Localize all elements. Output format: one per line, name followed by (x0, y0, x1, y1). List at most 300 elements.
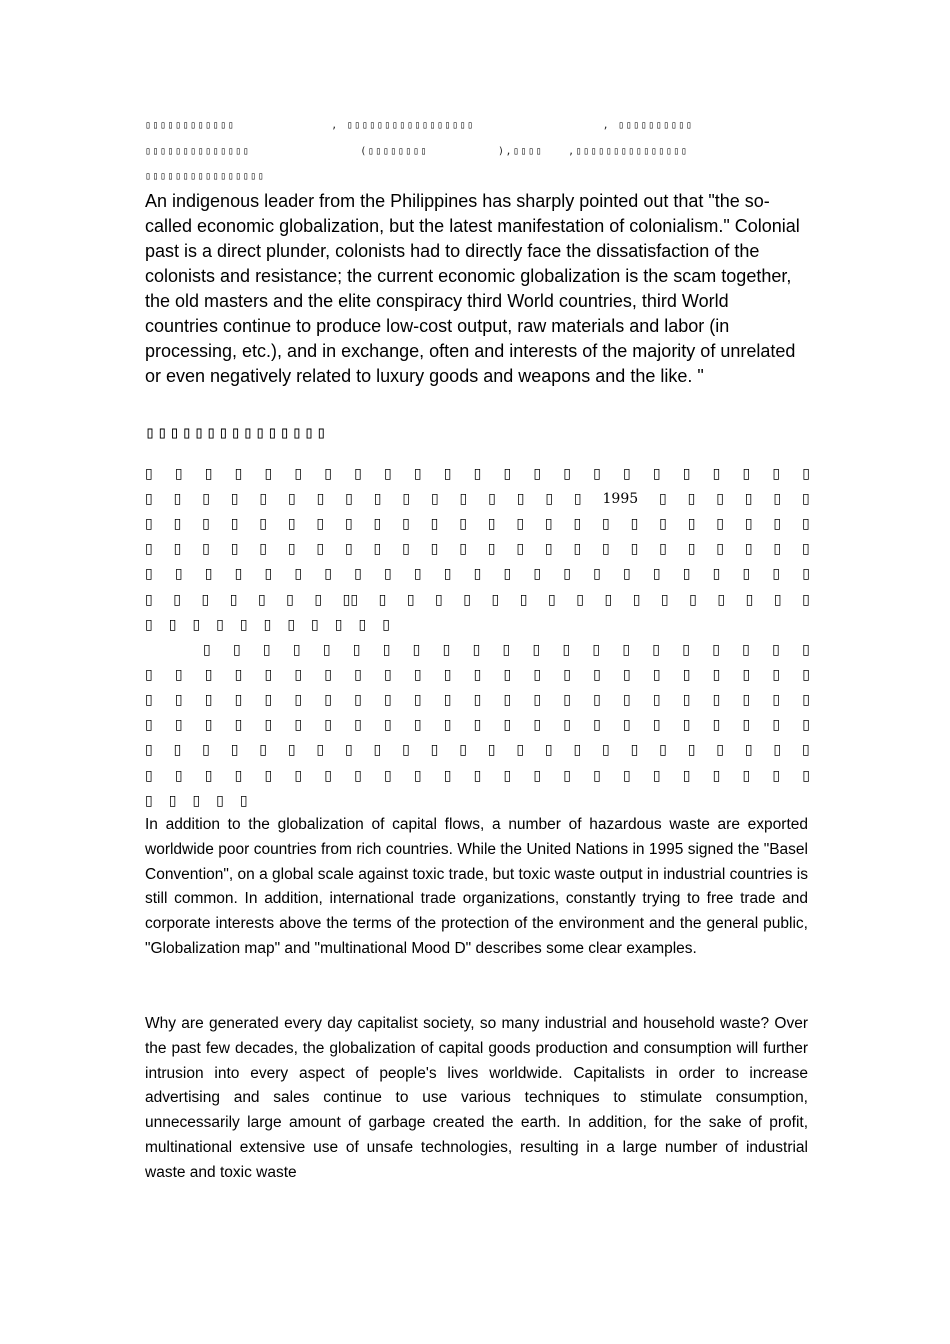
glyph: ▯ (373, 541, 382, 558)
garbled-line-3: ▯▯▯▯▯▯▯▯▯▯▯▯▯▯▯▯ (145, 171, 266, 182)
glyph: ▯ (682, 767, 691, 784)
glyph: ▯ (503, 667, 512, 684)
glyph: ▯ (292, 642, 301, 658)
glyph: ▯ (472, 642, 481, 658)
glyph: ▯ (742, 692, 751, 709)
glyph: ▯ (630, 541, 639, 558)
glyph: ▯ (443, 692, 452, 709)
garbled-row (145, 665, 810, 685)
glyph: ▯ (682, 717, 691, 734)
glyph: ▯ (314, 591, 323, 608)
glyph: ▯ (623, 466, 631, 482)
glyph: ▯ (563, 466, 571, 482)
glyph: ▯ (322, 642, 331, 658)
glyph: ▯ (593, 692, 601, 709)
glyph: ▯ (801, 742, 810, 759)
glyph: ▯ (593, 767, 601, 784)
garbled-row (145, 514, 810, 534)
glyph: ▯ (682, 642, 690, 658)
glyph: ▯ (352, 642, 361, 658)
glyph: ▯ (324, 717, 332, 734)
glyph: ▯ (473, 466, 482, 482)
glyph: ▯ (602, 541, 610, 558)
glyph: ▯ (334, 616, 343, 633)
glyph: ▯ (202, 742, 210, 759)
garbled-segment: , (331, 120, 339, 131)
glyph: ▯ (287, 516, 296, 533)
glyph: ▯ (623, 566, 631, 583)
glyph: ▯ (744, 541, 753, 558)
glyph: ▯ (174, 667, 183, 684)
glyph: ▯ (516, 516, 525, 533)
glyph: ▯ (503, 566, 512, 583)
glyph: ▯ (264, 717, 273, 734)
glyph: ▯ (660, 591, 669, 608)
glyph: ▯ (358, 616, 367, 633)
glyph: ▯ (712, 692, 721, 709)
glyph: ▯ (742, 667, 751, 684)
glyph: ▯ (802, 667, 810, 684)
glyph: ▯ (230, 541, 239, 558)
glyph: ▯ (316, 516, 325, 533)
garbled-row (145, 464, 810, 484)
glyph: ▯ (592, 642, 601, 658)
glyph: ▯ (573, 516, 582, 533)
glyph: ▯ (203, 642, 211, 658)
glyph: ▯ (519, 591, 528, 608)
garbled-segment: ▯▯▯▯▯▯▯▯▯▯▯▯▯▯▯▯▯ (346, 120, 475, 131)
glyph: ▯ (802, 591, 810, 608)
glyph: ▯ (687, 516, 696, 533)
glyph: ▯ (773, 541, 782, 558)
glyph: ▯ (174, 692, 183, 709)
glyph: ▯ (745, 591, 754, 608)
glyph: ▯ (239, 616, 248, 633)
glyph: ▯ (544, 516, 553, 533)
glyph: ▯ (652, 466, 661, 482)
glyph: ▯ (533, 466, 542, 482)
glyph: ▯ (311, 616, 319, 633)
glyph: ▯ (430, 742, 439, 759)
glyph: ▯ (623, 692, 631, 709)
glyph: ▯ (473, 692, 482, 709)
glyph: ▯ (802, 566, 810, 583)
glyph: ▯ (354, 717, 362, 734)
glyph: ▯ (563, 767, 571, 784)
glyph: ▯ (202, 516, 210, 533)
glyph: ▯ (201, 591, 210, 608)
glyph: ▯ (659, 742, 667, 759)
glyph: ▯ (443, 767, 452, 784)
glyph: ▯ (287, 616, 296, 633)
glyph: ▯ (772, 466, 781, 482)
garbled-row (145, 539, 810, 559)
glyph: ▯ (145, 616, 153, 633)
glyph: ▯ (562, 642, 571, 658)
glyph: ▯ (413, 692, 422, 709)
glyph: ▯ (487, 541, 496, 558)
glyph: ▯ (145, 667, 153, 684)
glyph: ▯ (717, 591, 726, 608)
glyph: ▯ (402, 516, 410, 533)
glyph: ▯ (378, 591, 387, 608)
glyph: ▯ (772, 566, 781, 583)
glyph: ▯ (682, 466, 691, 482)
glyph: ▯ (689, 591, 697, 608)
glyph: ▯ (802, 692, 810, 709)
glyph: ▯ (192, 792, 201, 809)
glyph: ▯ (413, 667, 422, 684)
glyph: ▯ (239, 792, 248, 809)
glyph: ▯ (473, 767, 482, 784)
glyph: ▯ (402, 541, 410, 558)
glyph: ▯ (384, 767, 392, 784)
glyph: ▯ (744, 491, 753, 508)
glyph: ▯ (264, 566, 273, 583)
glyph: ▯ (230, 491, 239, 508)
glyph: ▯ (145, 767, 153, 784)
glyph: ▯ (344, 516, 353, 533)
glyph: ▯ (772, 767, 781, 784)
glyph: ▯ (373, 516, 382, 533)
glyph: ▯ (716, 516, 724, 533)
glyph: ▯ (204, 692, 213, 709)
glyph: ▯ (413, 717, 422, 734)
glyph: ▯ (652, 767, 661, 784)
glyph: ▯ (192, 616, 201, 633)
glyph: ▯ (687, 491, 696, 508)
glyph: ▯ (593, 667, 601, 684)
glyph: ▯ (503, 692, 512, 709)
glyph: ▯ (286, 591, 294, 608)
glyph: ▯ (145, 566, 153, 583)
glyph: ▯ (772, 717, 781, 734)
glyph: ▯ (230, 516, 239, 533)
glyph: ▯ (533, 667, 542, 684)
glyph: ▯ (547, 591, 556, 608)
glyph: ▯ (413, 767, 422, 784)
glyph: ▯ (623, 767, 631, 784)
glyph: ▯ (384, 667, 392, 684)
glyph: ▯ (516, 541, 525, 558)
glyph: ▯ (487, 742, 496, 759)
glyph: ▯ (801, 541, 810, 558)
glyph: ▯ (173, 491, 182, 508)
glyph: ▯ (602, 742, 610, 759)
glyph: ▯ (532, 642, 541, 658)
glyph: ▯ (712, 767, 721, 784)
glyph: ▯ (544, 742, 553, 759)
glyph: ▯ (232, 642, 241, 658)
glyph: ▯ (384, 466, 392, 482)
glyph: ▯ (202, 491, 210, 508)
glyph: ▯ (463, 591, 471, 608)
glyph: ▯ (742, 566, 751, 583)
glyph: ▯ (234, 717, 243, 734)
glyph: ▯ (168, 616, 177, 633)
glyph: ▯ (145, 742, 153, 759)
glyph: ▯ (345, 491, 353, 508)
glyph: ▯ (430, 541, 439, 558)
glyph: ▯ (802, 466, 810, 482)
glyph: ▯ (174, 717, 183, 734)
glyph: ▯ (488, 491, 496, 508)
glyph: 1995 (602, 491, 639, 508)
glyph: ▯ (145, 717, 153, 734)
glyph: ▯ (712, 717, 721, 734)
glyph: ▯ (382, 642, 391, 658)
glyph: ▯ (354, 692, 362, 709)
glyph: ▯ (430, 491, 439, 508)
glyph: ▯ (413, 566, 422, 583)
glyph: ▯ (168, 792, 177, 809)
glyph: ▯ (204, 566, 213, 583)
garbled-segment: ▯▯▯▯▯▯▯▯▯▯ (618, 120, 694, 131)
garbled-row (145, 564, 810, 584)
glyph: ▯ (573, 491, 582, 508)
glyph: ▯ (354, 566, 362, 583)
glyph: ▯ (503, 466, 512, 482)
glyph: ▯ (712, 642, 720, 658)
glyph: ▯ (544, 541, 553, 558)
glyph: ▯ (716, 491, 724, 508)
glyph: ▯ (257, 591, 266, 608)
glyph: ▯ (412, 642, 421, 658)
garbled-row (203, 640, 810, 660)
glyph: ▯ (259, 742, 267, 759)
paragraph-colonialism: An indigenous leader from the Philippines has sharply pointed out that "the so-called economic globalization, but the latest manifestation of colonialism." Colonial past is a direct plunder, colonists had to directly face the dissatisfaction of the colonists and resistance; the current economic globalization is the scam together, the old masters and the elite conspiracy third World countries, third World countries continue to produce low-cost output, raw materials and labor (in processing, etc.), and in exchange, often and interests of the majority of unrelated or even negatively related to luxury goods and weapons and the like. " (145, 191, 800, 386)
glyph: ▯ (659, 541, 667, 558)
glyph: ▯ (264, 667, 273, 684)
glyph: ▯ (459, 516, 467, 533)
glyph: ▯ (573, 742, 582, 759)
glyph: ▯ (287, 491, 296, 508)
glyph: ▯ (406, 591, 415, 608)
glyph: ▯ (622, 642, 631, 658)
glyph: ▯ (545, 491, 554, 508)
glyph: ▯ (630, 516, 639, 533)
glyph: ▯ (772, 667, 781, 684)
glyph: ▯ (354, 667, 362, 684)
garbled-segment: ▯▯▯▯▯▯▯▯▯▯▯▯ (145, 120, 236, 131)
glyph: ▯ (324, 466, 332, 482)
glyph: ▯ (402, 742, 410, 759)
garbled-row (145, 590, 810, 610)
glyph: ▯ (204, 767, 213, 784)
glyph: ▯ (259, 541, 267, 558)
glyph: ▯ (659, 491, 667, 508)
garbled-line-1 (145, 120, 693, 131)
glyph: ▯ (174, 767, 183, 784)
glyph: ▯ (294, 767, 303, 784)
paragraph-hazardous-waste: In addition to the globalization of capital flows, a number of hazardous waste are exported worldwide poor countries from rich countries. While the United Nations in 1995 signed the "Basel Convention", on a global scale against toxic trade, but toxic waste output in industrial countries is still common. In addition, international trade organizations, constantly trying to free trade and corporate interests above the terms of the protection of the environment and the general public, "Globalization map" and "multinational Mood D" describes some clear examples. (145, 816, 808, 957)
glyph: ▯ (576, 591, 584, 608)
garbled-row (145, 690, 810, 710)
glyph: ▯ (174, 566, 183, 583)
glyph: ▯ (533, 566, 542, 583)
glyph: ▯ (173, 591, 181, 608)
glyph: ▯ (503, 717, 512, 734)
glyph: ▯ (324, 566, 332, 583)
glyph: ▯ (384, 566, 392, 583)
glyph: ▯ (602, 516, 610, 533)
glyph: ▯ (316, 491, 325, 508)
glyph: ▯ (801, 491, 810, 508)
glyph: ▯ (630, 742, 639, 759)
glyph: ▯ (234, 667, 243, 684)
glyph: ▯ (173, 516, 182, 533)
glyph: ▯ (716, 742, 724, 759)
glyph: ▯ (234, 566, 243, 583)
garbled-row (145, 489, 810, 509)
glyph: ▯▯ (342, 591, 359, 608)
glyph: ▯ (744, 742, 753, 759)
glyph: ▯ (593, 566, 601, 583)
glyph: ▯ (204, 466, 213, 482)
glyph: ▯ (287, 742, 296, 759)
glyph: ▯ (230, 742, 239, 759)
glyph: ▯ (264, 466, 273, 482)
glyph: ▯ (682, 692, 691, 709)
glyph: ▯ (324, 767, 332, 784)
garbled-segment: ),▯▯▯▯ (497, 146, 544, 157)
glyph: ▯ (234, 767, 243, 784)
glyph: ▯ (145, 516, 153, 533)
glyph: ▯ (442, 642, 451, 658)
glyph: ▯ (502, 642, 511, 658)
glyph: ▯ (259, 491, 268, 508)
glyph: ▯ (294, 692, 303, 709)
glyph: ▯ (563, 667, 571, 684)
glyph: ▯ (287, 541, 296, 558)
glyph: ▯ (264, 692, 273, 709)
glyph: ▯ (687, 742, 696, 759)
glyph: ▯ (623, 717, 631, 734)
glyph: ▯ (145, 491, 153, 508)
glyph: ▯ (632, 591, 641, 608)
glyph: ▯ (801, 516, 810, 533)
glyph: ▯ (344, 541, 353, 558)
garbled-segment: , (602, 120, 611, 131)
glyph: ▯ (573, 541, 582, 558)
glyph: ▯ (229, 591, 238, 608)
glyph: ▯ (344, 742, 353, 759)
glyph: ▯ (216, 616, 224, 633)
glyph: ▯ (712, 566, 721, 583)
glyph: ▯ (324, 692, 332, 709)
glyph: ▯ (443, 466, 452, 482)
glyph: ▯ (259, 516, 267, 533)
glyph: ▯ (652, 717, 661, 734)
glyph: ▯ (294, 566, 303, 583)
glyph: ▯ (316, 541, 325, 558)
glyph: ▯ (204, 717, 213, 734)
glyph: ▯ (563, 717, 571, 734)
glyph: ▯ (533, 767, 542, 784)
glyph: ▯ (742, 466, 751, 482)
glyph: ▯ (459, 491, 468, 508)
glyph: ▯ (373, 491, 382, 508)
glyph: ▯ (204, 667, 213, 684)
glyph: ▯ (744, 516, 753, 533)
glyph: ▯ (202, 541, 210, 558)
glyph: ▯ (516, 742, 525, 759)
glyph: ▯ (316, 742, 325, 759)
glyph: ▯ (802, 767, 810, 784)
glyph: ▯ (563, 566, 571, 583)
glyph: ▯ (652, 667, 661, 684)
glyph: ▯ (473, 667, 482, 684)
glyph: ▯ (487, 516, 496, 533)
glyph: ▯ (384, 692, 392, 709)
glyph: ▯ (145, 466, 153, 482)
glyph: ▯ (652, 642, 661, 658)
glyph: ▯ (742, 642, 750, 658)
garbled-row (145, 740, 810, 760)
garbled-line-2 (145, 146, 688, 157)
glyph: ▯ (563, 692, 571, 709)
glyph: ▯ (802, 717, 810, 734)
glyph: ▯ (354, 767, 362, 784)
glyph: ▯ (773, 591, 782, 608)
glyph: ▯ (294, 717, 303, 734)
glyph: ▯ (145, 591, 153, 608)
glyph: ▯ (742, 767, 751, 784)
glyph: ▯ (659, 516, 667, 533)
garbled-row (145, 615, 810, 635)
glyph: ▯ (772, 692, 781, 709)
glyph: ▯ (443, 667, 452, 684)
glyph: ▯ (652, 692, 661, 709)
glyph: ▯ (354, 466, 362, 482)
glyph: ▯ (682, 667, 691, 684)
glyph: ▯ (234, 466, 243, 482)
glyph: ▯ (682, 566, 691, 583)
glyph: ▯ (430, 516, 439, 533)
garbled-segment: (▯▯▯▯▯▯▯▯ (360, 146, 428, 157)
glyph: ▯ (459, 742, 467, 759)
glyph: ▯ (772, 642, 780, 658)
glyph: ▯ (294, 466, 303, 482)
glyph: ▯ (503, 767, 512, 784)
glyph: ▯ (145, 792, 153, 809)
glyph: ▯ (413, 466, 422, 482)
glyph: ▯ (533, 717, 542, 734)
glyph: ▯ (402, 491, 411, 508)
paragraph-capitalist-waste: Why are generated every day capitalist society, so many industrial and household waste? Over the past few decades, the globalization of capital goods production and consumption will further intrusion into every aspect of people's lives worldwide. Capitalists in order to increase advertising and sales continue to use various techniques to stimulate consumption, unnecessarily large amount of garbage created the earth. In addition, for the sake of profit, multinational extensive use of unsafe technologies, resulting in a large number of industrial waste and toxic waste (145, 1015, 808, 1181)
garbled-segment: ▯▯▯▯▯▯▯▯▯▯▯▯▯▯ (145, 146, 251, 157)
section-heading-garbled: ▯▯▯▯▯▯▯▯▯▯▯▯▯▯▯ (145, 423, 329, 443)
glyph: ▯ (443, 717, 452, 734)
glyph: ▯ (712, 466, 721, 482)
glyph: ▯ (324, 667, 332, 684)
glyph: ▯ (491, 591, 500, 608)
glyph: ▯ (373, 742, 382, 759)
glyph: ▯ (593, 466, 601, 482)
glyph: ▯ (712, 667, 721, 684)
glyph: ▯ (687, 541, 696, 558)
glyph: ▯ (264, 767, 273, 784)
glyph: ▯ (652, 566, 661, 583)
glyph: ▯ (262, 642, 271, 658)
glyph: ▯ (174, 466, 183, 482)
glyph: ▯ (773, 516, 782, 533)
glyph: ▯ (802, 642, 810, 658)
garbled-row (145, 715, 810, 735)
glyph: ▯ (382, 616, 390, 633)
glyph: ▯ (443, 566, 452, 583)
glyph: ▯ (773, 742, 782, 759)
